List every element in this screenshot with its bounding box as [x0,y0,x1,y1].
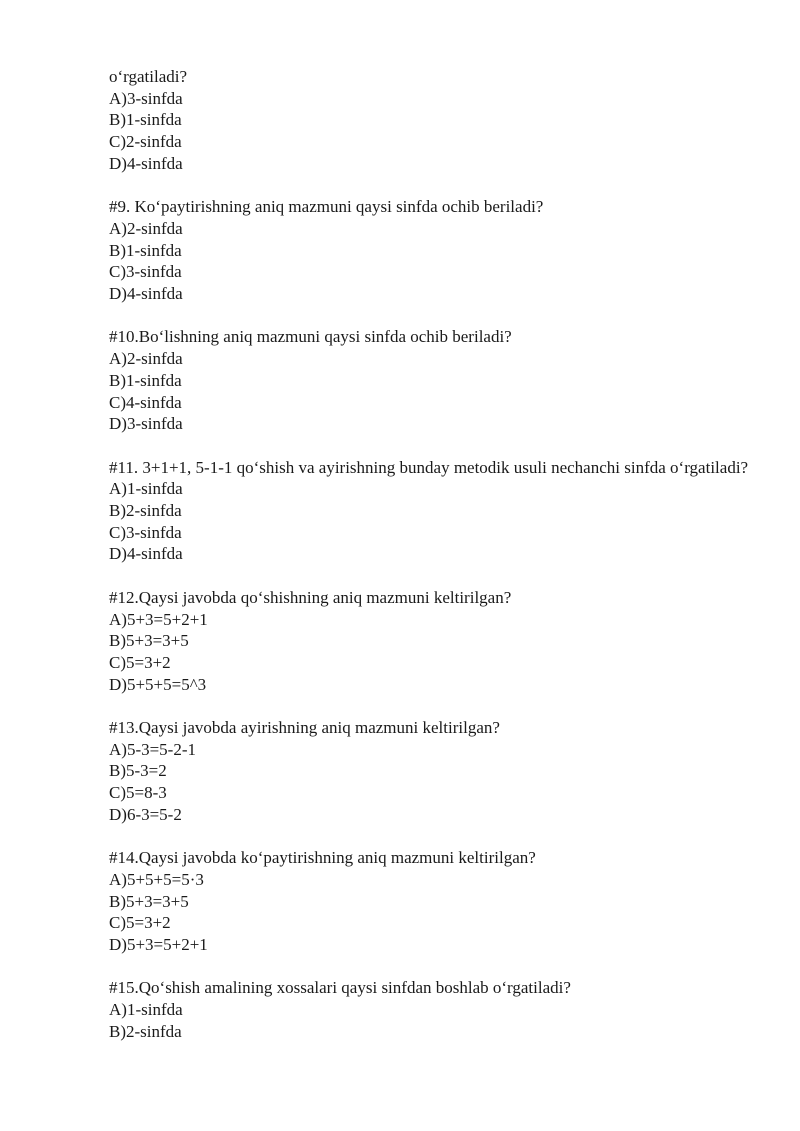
answer-option-a: A)5+3=5+2+1 [109,609,208,629]
answer-option-b: B)5+3=3+5 [109,891,189,911]
answer-option-a: A)3-sinfda [109,88,183,108]
answer-option-c: C)5=8-3 [109,783,167,803]
answer-option-b: B)1-sinfda [109,240,182,260]
question-text: #10.Bo‘lishning aniq mazmuni qaysi sinfda ochib beriladi? [109,327,512,347]
answer-option-d: D)4-sinfda [109,284,183,304]
answer-option-a: A)2-sinfda [109,349,183,369]
answer-option-d: D)5+3=5+2+1 [109,935,208,955]
answer-option-c: C)2-sinfda [109,132,182,152]
question-block [109,196,749,305]
question-block [109,977,749,1042]
answer-option-c: C)5=3+2 [109,913,171,933]
question-block [109,66,749,175]
answer-option-b: B)1-sinfda [109,110,182,130]
question-text: #12.Qaysi javobda qo‘shishning aniq mazmuni keltirilgan? [109,587,512,607]
answer-option-d: D)4-sinfda [109,544,183,564]
answer-option-b: B)5-3=2 [109,761,167,781]
answer-option-b: B)5+3=3+5 [109,631,189,651]
question-block [109,587,749,696]
question-text: #13.Qaysi javobda ayirishning aniq mazmuni keltirilgan? [109,718,500,738]
answer-option-d: D)5+5+5=5^3 [109,674,207,694]
answer-option-a: A)5+5+5=5·3 [109,869,204,889]
question-block [109,847,749,956]
answer-option-b: B)2-sinfda [109,1021,182,1041]
answer-option-d: D)3-sinfda [109,414,183,434]
question-text: #11. 3+1+1, 5-1-1 qo‘shish va ayirishning bunday metodik usuli nechanchi sinfda o‘rgatiladi? [109,457,749,477]
answer-option-c: C)3-sinfda [109,522,182,542]
question-text: #14.Qaysi javobda ko‘paytirishning aniq mazmuni keltirilgan? [109,848,536,868]
answer-option-d: D)6-3=5-2 [109,804,182,824]
question-block [109,457,749,566]
answer-option-a: A)2-sinfda [109,218,183,238]
question-text: #9. Ko‘paytirishning aniq mazmuni qaysi sinfda ochib beriladi? [109,197,544,217]
answer-option-c: C)3-sinfda [109,262,182,282]
answer-option-b: B)1-sinfda [109,370,182,390]
answer-option-a: A)1-sinfda [109,479,183,499]
answer-option-d: D)4-sinfda [109,153,183,173]
answer-option-a: A)5-3=5-2-1 [109,739,197,759]
answer-option-c: C)4-sinfda [109,392,182,412]
question-text: #15.Qo‘shish amalining xossalari qaysi sinfdan boshlab o‘rgatiladi? [109,978,571,998]
answer-option-b: B)2-sinfda [109,501,182,521]
answer-option-c: C)5=3+2 [109,652,171,672]
question-text: o‘rgatiladi? [109,67,188,86]
answer-option-a: A)1-sinfda [109,1000,183,1020]
question-block [109,717,749,826]
document-page [109,66,749,1064]
question-block [109,326,749,435]
